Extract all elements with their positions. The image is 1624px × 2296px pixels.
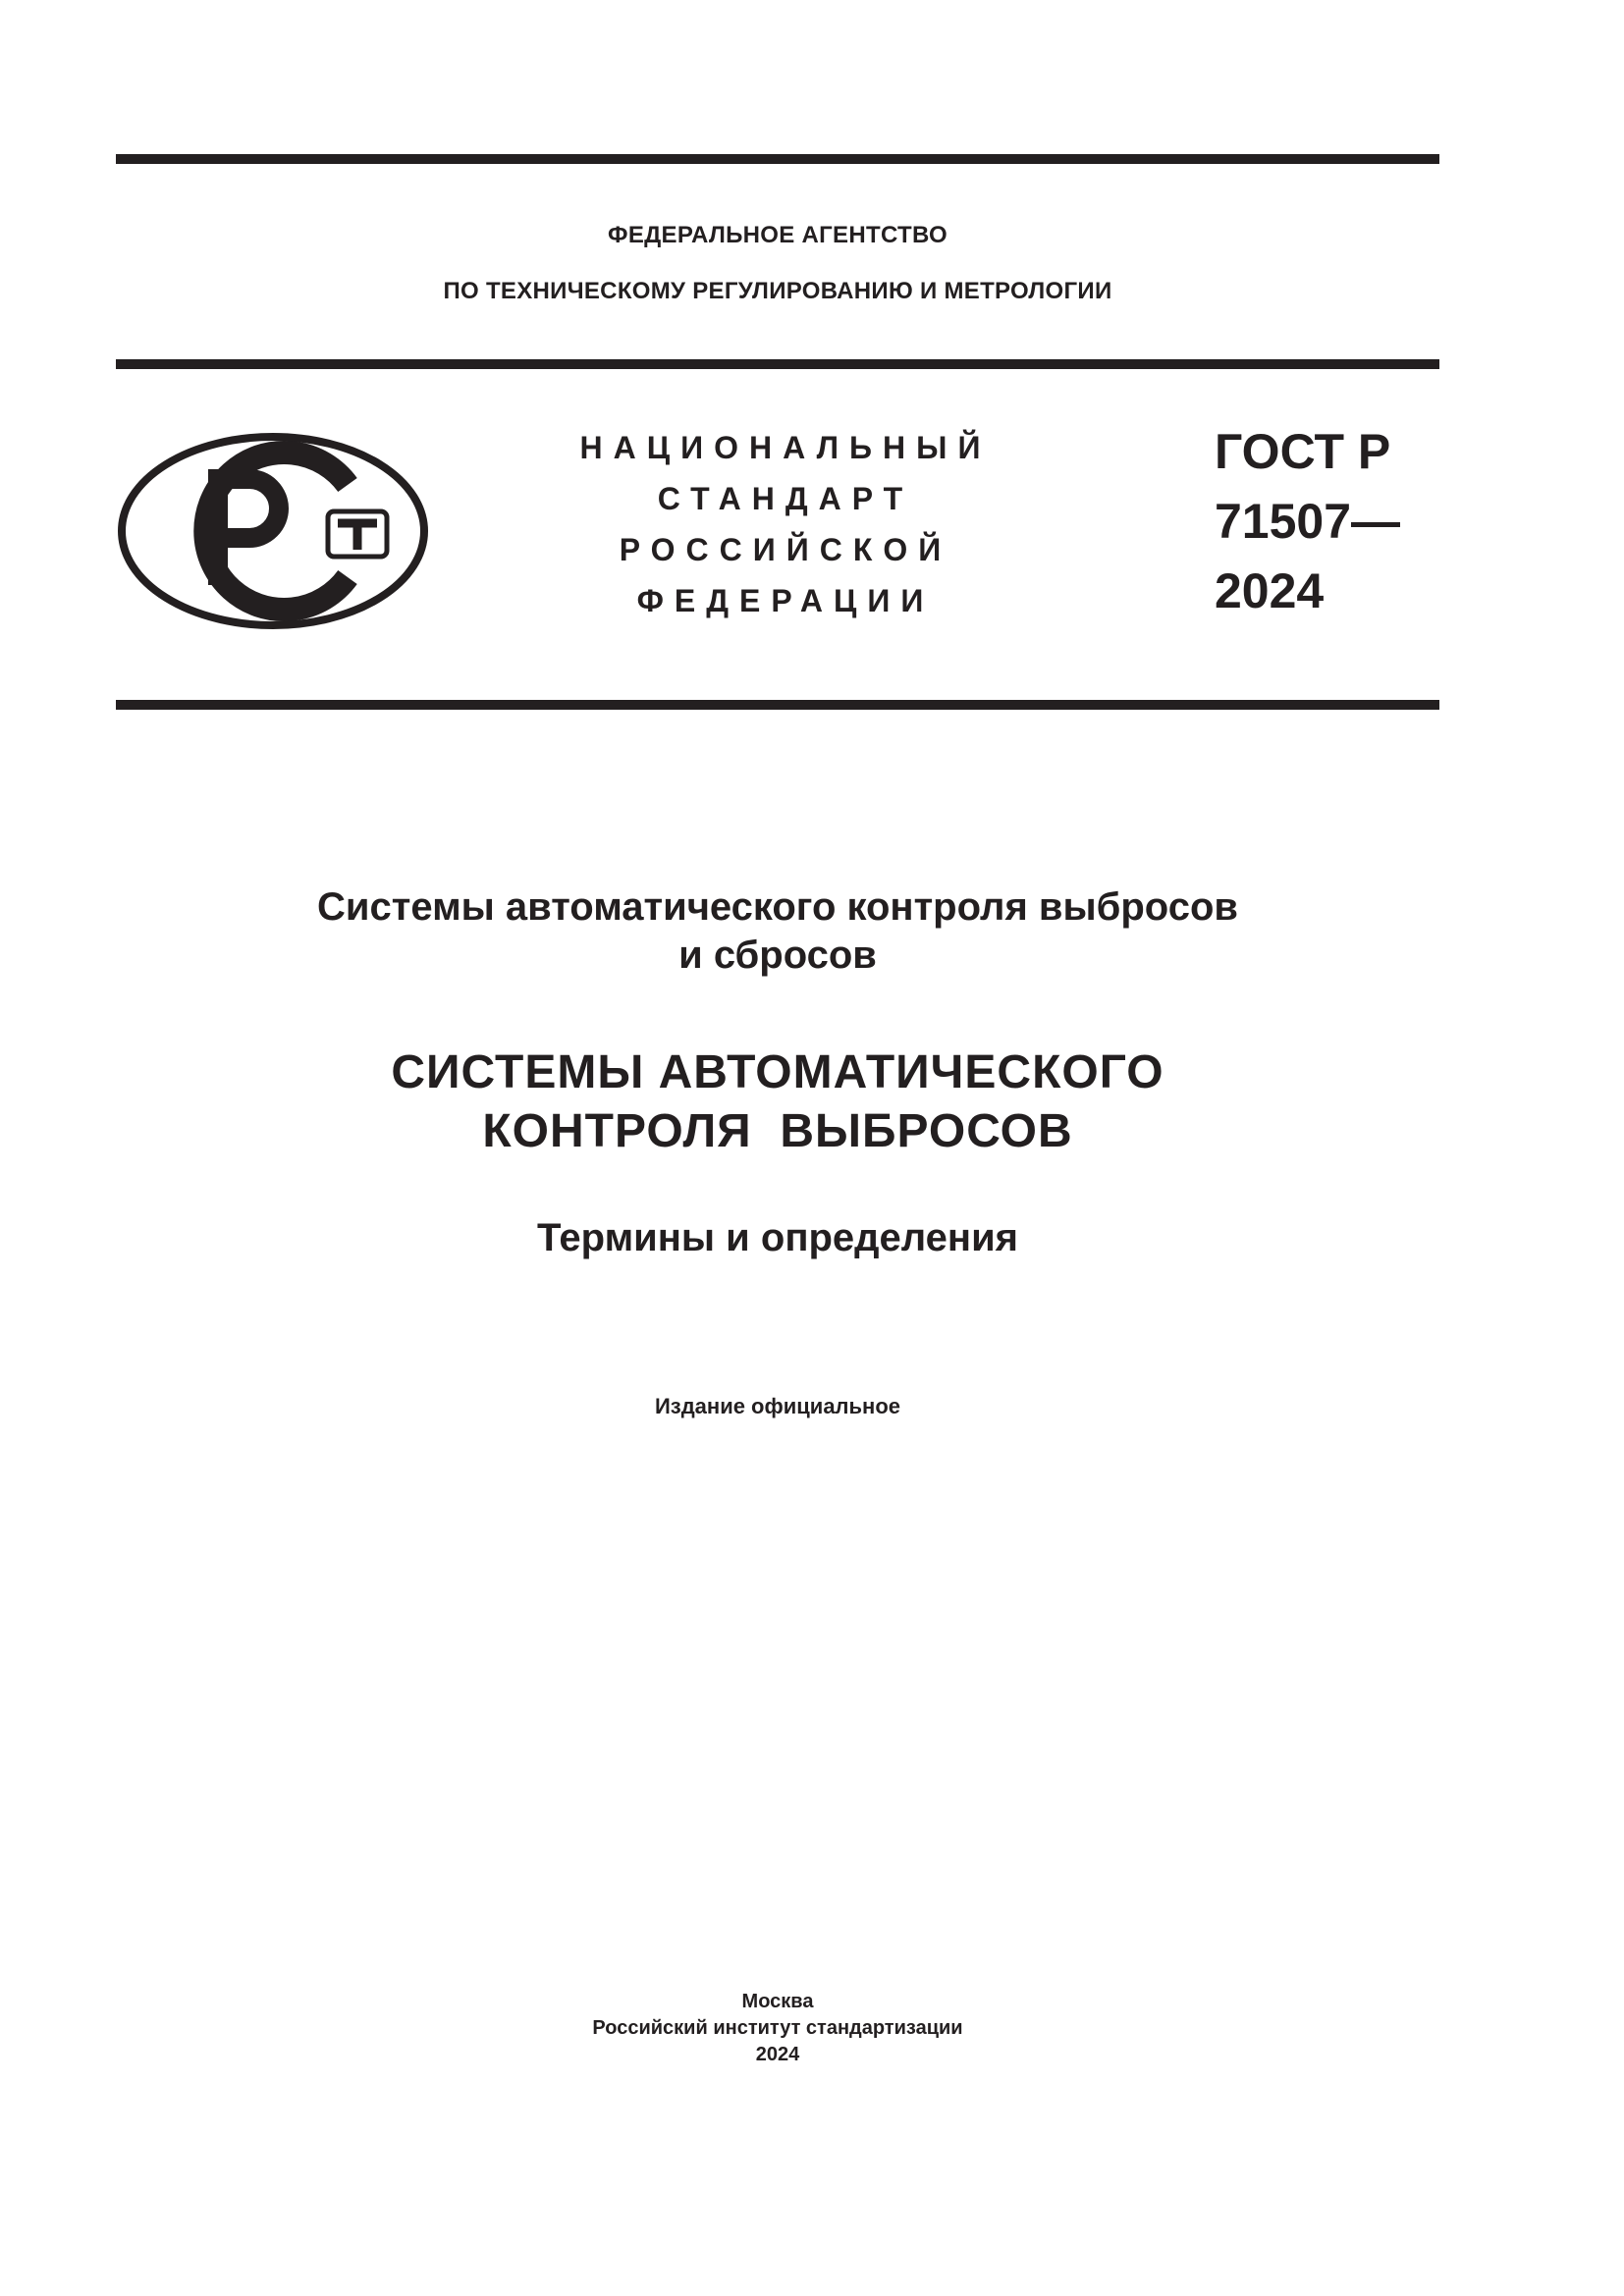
document-title-terms: Термины и определения [536, 1216, 1019, 1259]
header-rule [116, 359, 1439, 369]
national-standard-line-3: РОССИЙСКОЙ [619, 532, 952, 567]
document-title-sub [116, 1043, 1439, 1161]
edition-label: Издание официальное [654, 1394, 901, 1418]
imprint-publisher: Российский институт стандартизации [592, 2017, 963, 2039]
top-rule [116, 154, 1439, 164]
agency-name-line-1: ФЕДЕРАЛЬНОЕ АГЕНТСТВО [608, 222, 947, 248]
national-standard-line-1: НАЦИОНАЛЬНЫЙ [579, 430, 992, 465]
header-bottom-rule [116, 700, 1439, 710]
imprint [116, 1989, 1439, 2068]
standard-designation [1215, 417, 1400, 626]
national-standard-line-4: ФЕДЕРАЦИИ [636, 583, 935, 618]
imprint-city: Москва [741, 1991, 814, 2012]
title-sub-line-1: СИСТЕМЫ АВТОМАТИЧЕСКОГО [391, 1046, 1164, 1098]
national-standard-heading [550, 422, 1021, 626]
designation-line-3: 2024 [1215, 563, 1325, 618]
title-sub-line-2: КОНТРОЛЯ ВЫБРОСОВ [482, 1105, 1073, 1157]
agency-name-line-2: ПО ТЕХНИЧЕСКОМУ РЕГУЛИРОВАНИЮ И МЕТРОЛОГИИ [443, 278, 1112, 304]
document-title-main [116, 883, 1439, 980]
national-standard-line-2: СТАНДАРТ [657, 481, 914, 516]
imprint-year: 2024 [755, 2044, 800, 2065]
designation-line-1: ГОСТ Р [1215, 424, 1391, 479]
title-main-line-2: и сбросов [678, 934, 877, 977]
title-main-line-1: Системы автоматического контроля выбросов [317, 885, 1238, 929]
rst-certification-mark-icon [116, 428, 430, 634]
designation-line-2: 71507— [1215, 494, 1401, 549]
